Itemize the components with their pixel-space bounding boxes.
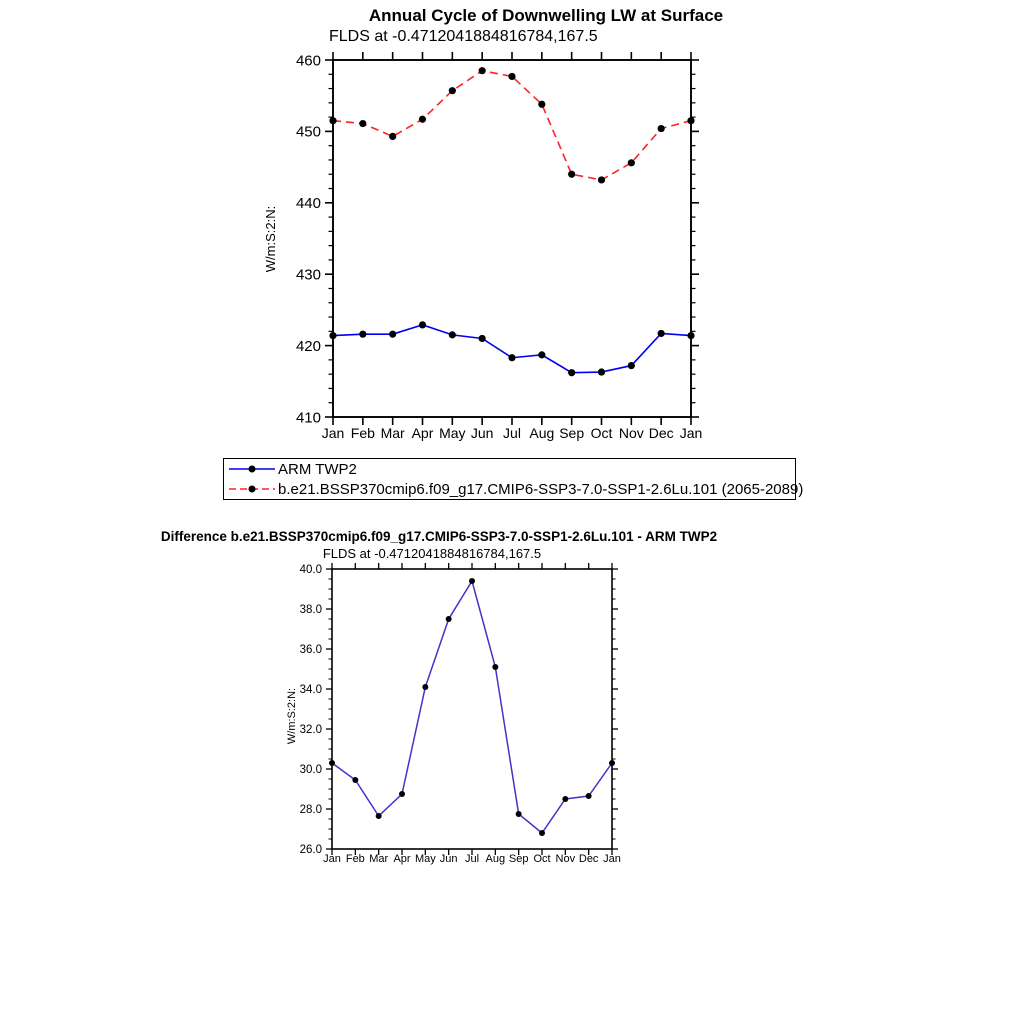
svg-text:440: 440 xyxy=(295,195,321,213)
data-point-marker xyxy=(568,369,575,376)
data-point-marker xyxy=(479,67,486,74)
chart-2-ytick-labels xyxy=(300,564,322,856)
svg-text:Nov: Nov xyxy=(555,853,576,865)
legend-label: ARM TWP2 xyxy=(278,460,357,478)
svg-text:410: 410 xyxy=(295,409,321,427)
svg-text:Sep: Sep xyxy=(508,853,529,865)
data-point-marker xyxy=(609,760,615,766)
data-point-marker xyxy=(658,125,665,132)
svg-text:38.0: 38.0 xyxy=(299,604,322,617)
data-point-marker xyxy=(516,811,522,817)
legend-item-arm-twp2 xyxy=(228,460,795,479)
chart1-title: Annual Cycle of Downwelling LW at Surface xyxy=(368,6,724,25)
svg-text:36.0: 36.0 xyxy=(299,644,322,657)
data-point-marker xyxy=(586,793,592,799)
svg-text:Jan: Jan xyxy=(323,853,341,865)
data-point-marker xyxy=(419,116,426,123)
chart1-subtitle: FLDS at -0.4712041884816784,167.5 xyxy=(329,28,598,45)
chart-1-ytick-labels xyxy=(296,52,321,426)
svg-text:34.0: 34.0 xyxy=(299,684,322,697)
chart-2-axes xyxy=(326,563,618,855)
data-point-marker xyxy=(389,331,396,338)
data-point-marker xyxy=(628,159,635,166)
data-point-marker xyxy=(508,73,515,80)
data-point-marker xyxy=(419,321,426,328)
chart2-title: Difference b.e21.BSSP370cmip6.f09_g17.CMIP6-SSP3-7.0-SSP1-2.6Lu.101 - ARM TWP2 xyxy=(160,529,718,544)
svg-text:Mar: Mar xyxy=(369,853,389,865)
chart2-y-axis-label: W/m:S:2:N: xyxy=(286,687,298,745)
svg-text:Apr: Apr xyxy=(393,853,411,865)
data-point-marker xyxy=(568,171,575,178)
svg-text:Oct: Oct xyxy=(533,853,551,865)
chart-2-xtick-labels xyxy=(323,853,621,865)
svg-text:30.0: 30.0 xyxy=(299,764,322,777)
chart-1-series-1 xyxy=(329,67,694,183)
svg-text:32.0: 32.0 xyxy=(299,724,322,737)
svg-text:40.0: 40.0 xyxy=(299,564,322,577)
svg-text:Jul: Jul xyxy=(503,425,521,441)
svg-text:Dec: Dec xyxy=(578,853,599,865)
legend-line-sample-solid-blue xyxy=(228,462,276,476)
legend-line-sample-dashed-red xyxy=(228,482,276,496)
data-point-marker xyxy=(399,791,405,797)
data-point-marker xyxy=(449,331,456,338)
data-point-marker xyxy=(687,117,694,124)
chart2-subtitle: FLDS at -0.4712041884816784,167.5 xyxy=(322,546,542,561)
chart-1-series-0 xyxy=(329,321,694,376)
data-point-marker xyxy=(598,176,605,183)
data-point-marker xyxy=(389,133,396,140)
svg-text:Nov: Nov xyxy=(618,425,644,441)
chart-2-series-0 xyxy=(329,578,615,836)
chart1-y-axis-label: W/m:S:2:N: xyxy=(263,205,278,273)
svg-text:450: 450 xyxy=(295,123,321,141)
data-point-marker xyxy=(492,664,498,670)
svg-text:May: May xyxy=(414,853,436,865)
svg-text:Aug: Aug xyxy=(529,425,555,441)
chart-1-xtick-labels xyxy=(322,425,703,441)
svg-text:Jun: Jun xyxy=(439,853,458,865)
svg-text:Jul: Jul xyxy=(464,853,480,865)
legend xyxy=(223,458,804,500)
data-point-marker xyxy=(329,760,335,766)
svg-text:Dec: Dec xyxy=(648,425,674,441)
data-point-marker xyxy=(469,578,475,584)
data-point-marker xyxy=(628,362,635,369)
chart-1-series-0-line xyxy=(333,325,691,373)
svg-text:Oct: Oct xyxy=(590,425,613,441)
data-point-marker xyxy=(329,117,336,124)
data-point-marker xyxy=(479,335,486,342)
svg-text:Mar: Mar xyxy=(380,425,405,441)
svg-text:28.0: 28.0 xyxy=(299,804,322,817)
svg-text:Feb: Feb xyxy=(345,853,365,865)
svg-text:420: 420 xyxy=(295,337,321,355)
legend-item-model xyxy=(228,480,804,499)
svg-text:Apr: Apr xyxy=(411,425,434,441)
data-point-marker xyxy=(538,351,545,358)
data-point-marker xyxy=(687,332,694,339)
svg-text:Jun: Jun xyxy=(470,425,494,441)
data-point-marker xyxy=(359,120,366,127)
data-point-marker xyxy=(329,332,336,339)
legend-label: b.e21.BSSP370cmip6.f09_g17.CMIP6-SSP3-7.0-SSP1-2.6Lu.101 (2065-2089) xyxy=(278,480,804,498)
svg-text:Jan: Jan xyxy=(603,853,621,865)
svg-text:Sep: Sep xyxy=(559,425,585,441)
data-point-marker xyxy=(508,354,515,361)
chart-1-series-1-line xyxy=(333,71,691,180)
svg-text:Aug: Aug xyxy=(485,853,506,865)
data-point-marker xyxy=(422,684,428,690)
data-point-marker xyxy=(562,796,568,802)
data-point-marker xyxy=(449,87,456,94)
data-point-marker xyxy=(598,368,605,375)
chart-2-series-0-line xyxy=(332,581,612,833)
data-point-marker xyxy=(376,813,382,819)
svg-text:Jan: Jan xyxy=(321,425,345,441)
data-point-marker xyxy=(352,777,358,783)
data-point-marker xyxy=(539,830,545,836)
svg-text:Feb: Feb xyxy=(350,425,375,441)
svg-text:Jan: Jan xyxy=(679,425,703,441)
data-point-marker xyxy=(658,330,665,337)
data-point-marker xyxy=(446,616,452,622)
svg-text:26.0: 26.0 xyxy=(299,844,322,857)
svg-text:460: 460 xyxy=(295,52,321,70)
data-point-marker xyxy=(538,101,545,108)
chart-1-axes xyxy=(325,52,699,425)
data-point-marker xyxy=(359,331,366,338)
svg-text:May: May xyxy=(439,425,466,441)
svg-text:430: 430 xyxy=(295,266,321,284)
